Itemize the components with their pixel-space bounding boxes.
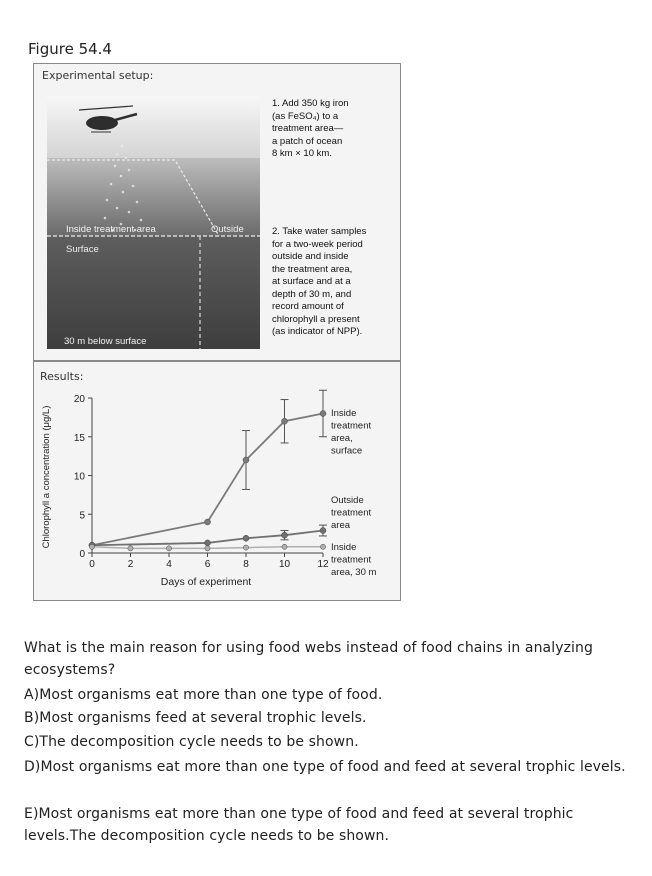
option-a[interactable]: A)Most organisms eat more than one type of food. [24, 687, 383, 703]
data-point [89, 544, 94, 549]
data-point [243, 457, 249, 463]
question-text: What is the main reason for using food webs instead of food chains in analyzing ecosystems? [24, 640, 593, 678]
x-tick-label: 12 [317, 559, 329, 570]
x-tick-label: 8 [243, 559, 249, 570]
x-tick-label: 4 [166, 559, 172, 570]
series-label [331, 495, 371, 531]
series-label-line: Inside [331, 408, 357, 419]
step-2-text: 2. Take water samples for a two-week period outside and inside the treatment area, at surface and at a depth of 30 m, and record amount of chlorophyll a present (as indicator of NPP). [272, 226, 367, 337]
series-label-line: treatment [331, 554, 372, 566]
data-point [282, 532, 288, 538]
series-label-line: surface [331, 445, 363, 457]
series-label [331, 408, 371, 457]
data-point [205, 519, 211, 525]
series-label-line: area, [331, 433, 353, 444]
x-tick-label: 0 [89, 559, 95, 570]
series-label-line: Outside [331, 495, 364, 506]
data-point [128, 546, 133, 551]
data-point [282, 544, 287, 549]
setup-label: Experimental setup: [42, 69, 154, 82]
data-point [205, 540, 211, 546]
option-d[interactable]: D)Most organisms eat more than one type of food and feed at several trophic levels. [24, 759, 626, 775]
data-point [205, 546, 210, 551]
data-point [320, 544, 325, 549]
series-line [92, 414, 323, 546]
sky [47, 96, 260, 158]
surface-label: Surface [66, 244, 99, 255]
option-b[interactable]: B)Most organisms feed at several trophic levels. [24, 710, 367, 726]
data-point [320, 528, 326, 534]
x-tick-label: 6 [204, 559, 211, 570]
series-label-line: treatment [331, 420, 372, 432]
y-axis-label: Chlorophyll a concentration (μg/L) [41, 405, 52, 549]
outside-label: Outside [211, 224, 244, 235]
ocean-illustration [47, 96, 260, 349]
x-tick-label: 2 [127, 559, 134, 570]
chlorophyll-chart [33, 361, 401, 601]
figure-title: Figure 54.4 [28, 40, 112, 58]
series-label-line: area, 30 m [331, 567, 377, 578]
inside-area-label: Inside treatment area [66, 224, 156, 235]
data-point [282, 418, 288, 424]
x-axis-label: Days of experiment [160, 576, 252, 588]
y-tick-label: 0 [79, 549, 85, 560]
data-point [166, 546, 171, 551]
depth-label: 30 m below surface [64, 336, 147, 347]
series-label [331, 542, 376, 578]
option-c[interactable]: C)The decomposition cycle needs to be shown. [24, 734, 359, 750]
x-tick-label: 10 [278, 559, 291, 570]
y-tick-label: 20 [73, 394, 85, 405]
step-1-text: 1. Add 350 kg iron (as FeSO₄) to a treatment area— a patch of ocean 8 km × 10 km. [272, 98, 349, 159]
series-label-line: area [331, 520, 351, 531]
option-e[interactable]: E)Most organisms eat more than one type of food and feed at several trophic levels.The decomposition cycle needs to be shown. [24, 806, 574, 844]
y-tick-label: 5 [79, 510, 85, 522]
data-point [243, 545, 248, 550]
data-point [320, 411, 326, 417]
series-label-line: Inside [331, 542, 357, 553]
results-label: Results: [40, 370, 84, 383]
chart-marks [89, 390, 376, 578]
series-label-line: treatment [331, 507, 372, 519]
data-point [243, 535, 249, 541]
y-tick-label: 10 [73, 471, 85, 483]
y-tick-label: 15 [73, 432, 85, 444]
